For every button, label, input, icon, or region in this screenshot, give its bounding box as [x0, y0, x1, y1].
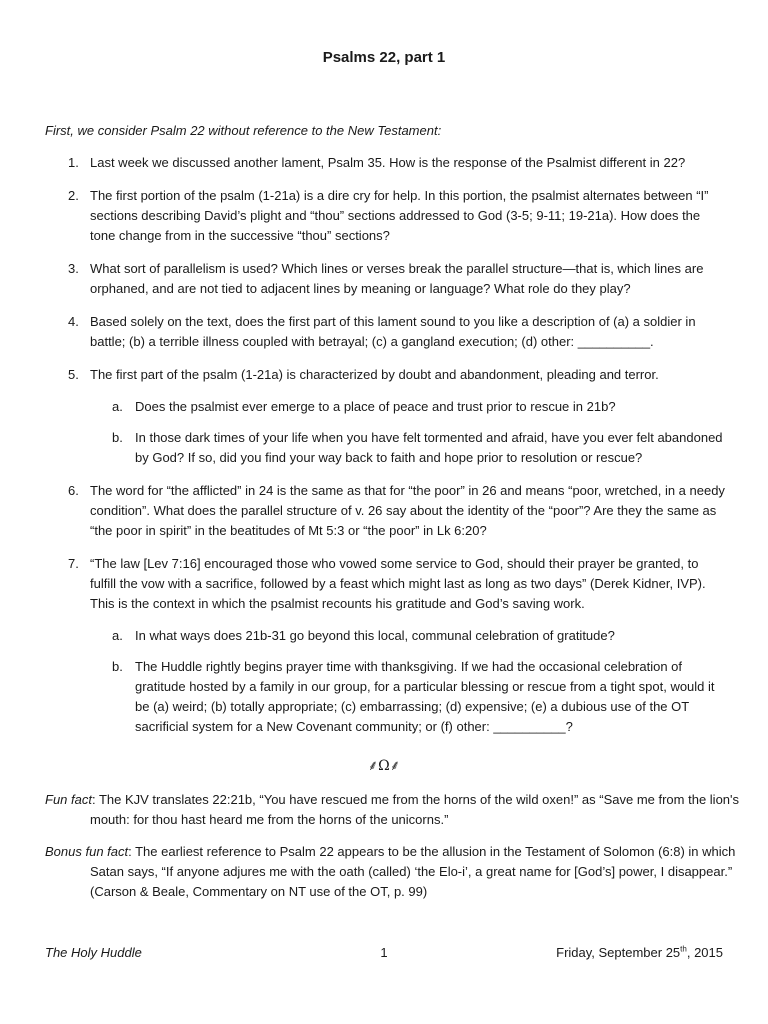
fun-fact: [45, 790, 768, 830]
question-text: What sort of parallelism is used? Which lines or verses break the parallel structure—that is, which lines are orphaned, and are not tied to adjacent lines by meaning or language? What role do they play?: [90, 261, 704, 296]
bonus-fun-fact-text: : The earliest reference to Psalm 22 appears to be the allusion in the Testament of Solomon (6:8) in which Satan says, “If anyone adjures me with the oath (called) ‘the Elo-i’, a great name for [God’s] power, I disappear.” (Carson & Beale, Commentary on NT use of the OT, p. 99): [90, 844, 736, 899]
question-number: 3.: [68, 261, 79, 276]
question-number: 5.: [68, 367, 79, 382]
question-number: 7.: [68, 556, 79, 571]
sub-question-item: [90, 428, 725, 468]
question-number: 2.: [68, 188, 79, 203]
question-text: The first part of the psalm (1-21a) is characterized by doubt and abandonment, pleading and terror.: [90, 367, 659, 382]
question-text: Based solely on the text, does the first part of this lament sound to you like a description of (a) a soldier in battle; (b) a terrible illness coupled with betrayal; (c) a gangland execution; (d) other: __________.: [90, 314, 696, 349]
question-item: [45, 153, 725, 173]
sub-question-text: In what ways does 21b-31 go beyond this local, communal celebration of gratitude?: [135, 628, 615, 643]
question-list: [45, 153, 725, 750]
question-text: Last week we discussed another lament, Psalm 35. How is the response of the Psalmist different in 22?: [90, 155, 686, 170]
section-divider-ornament: ⸙Ω⸙: [367, 758, 401, 774]
question-number: 6.: [68, 483, 79, 498]
question-text: The word for “the afflicted” in 24 is the same as that for “the poor” in 26 and means “poor, wretched, in a needy condition”. What does the parallel structure of v. 26 say about the identity of the “poor”? Are they the same as “the poor in spirit” in the beatitudes of Mt 5:3 or “the poor” in Lk 6:20?: [90, 483, 725, 538]
sub-question-list: [90, 397, 725, 468]
sub-question-letter: a.: [112, 399, 123, 414]
sub-question-item: [90, 626, 725, 646]
sub-question-list: [90, 626, 725, 737]
question-text: “The law [Lev 7:16] encouraged those who vowed some service to God, should their prayer be granted, to fulfill the vow with a sacrifice, followed by a feast which might last as long as two days” (Derek Kidner, IVP). This is the context in which the psalmist recounts his gratitude and God’s saving work.: [90, 556, 706, 611]
footer-date-year: , 2015: [686, 945, 723, 960]
question-text: The first portion of the psalm (1-21a) is a dire cry for help. In this portion, the psalmist alternates between “I” sections describing David’s plight and “thou” sections addressed to God (3-5; 9-11; 19-21a). How does the tone change from in the successive “thou” sections?: [90, 188, 709, 243]
footer-date: [556, 943, 723, 963]
question-item: [45, 259, 725, 299]
question-number: 4.: [68, 314, 79, 329]
footer-group-name: The Holy Huddle: [45, 945, 142, 960]
footer-date-ordinal: th: [680, 944, 687, 954]
footer-date-main: Friday, September 25: [556, 945, 681, 960]
sub-question-item: [90, 657, 725, 737]
sub-question-letter: a.: [112, 628, 123, 643]
page-number: 1: [380, 945, 388, 960]
sub-question-text: In those dark times of your life when you have felt tormented and afraid, have you ever felt abandoned by God? If so, did you find your way back to faith and hope prior to resolution or rescue?: [135, 430, 723, 465]
fun-fact-text: : The KJV translates 22:21b, “You have rescued me from the horns of the wild oxen!” as “Save me from the lion's mouth: for thou hast heard me from the horns of the unicorns.”: [90, 792, 740, 827]
page-footer: [45, 943, 723, 963]
intro-text: First, we consider Psalm 22 without reference to the New Testament:: [45, 123, 442, 138]
sub-question-text: Does the psalmist ever emerge to a place of peace and trust prior to rescue in 21b?: [135, 399, 616, 414]
question-item: [45, 365, 725, 468]
sub-question-letter: b.: [112, 659, 123, 674]
question-item: [45, 481, 725, 541]
sub-question-item: [90, 397, 725, 417]
fun-fact-label: Fun fact: [45, 792, 92, 807]
bonus-fun-fact: [45, 842, 768, 902]
question-item: [45, 312, 725, 352]
bonus-fun-fact-label: Bonus fun fact: [45, 844, 129, 859]
question-item: [45, 186, 725, 246]
document-title: Psalms 22, part 1: [322, 49, 446, 66]
sub-question-letter: b.: [112, 430, 123, 445]
question-number: 1.: [68, 155, 79, 170]
sub-question-text: The Huddle rightly begins prayer time with thanksgiving. If we had the occasional celebration of gratitude hosted by a family in our group, for a particular blessing or rescue from a tight spot, would it be (a) weird; (b) totally appropriate; (c) embarrassing; (d) expensive; (e) a dubious use of the OT sacrificial system for a New Covenant community; or (f) other: __________?: [135, 659, 715, 734]
question-item: [45, 554, 725, 737]
